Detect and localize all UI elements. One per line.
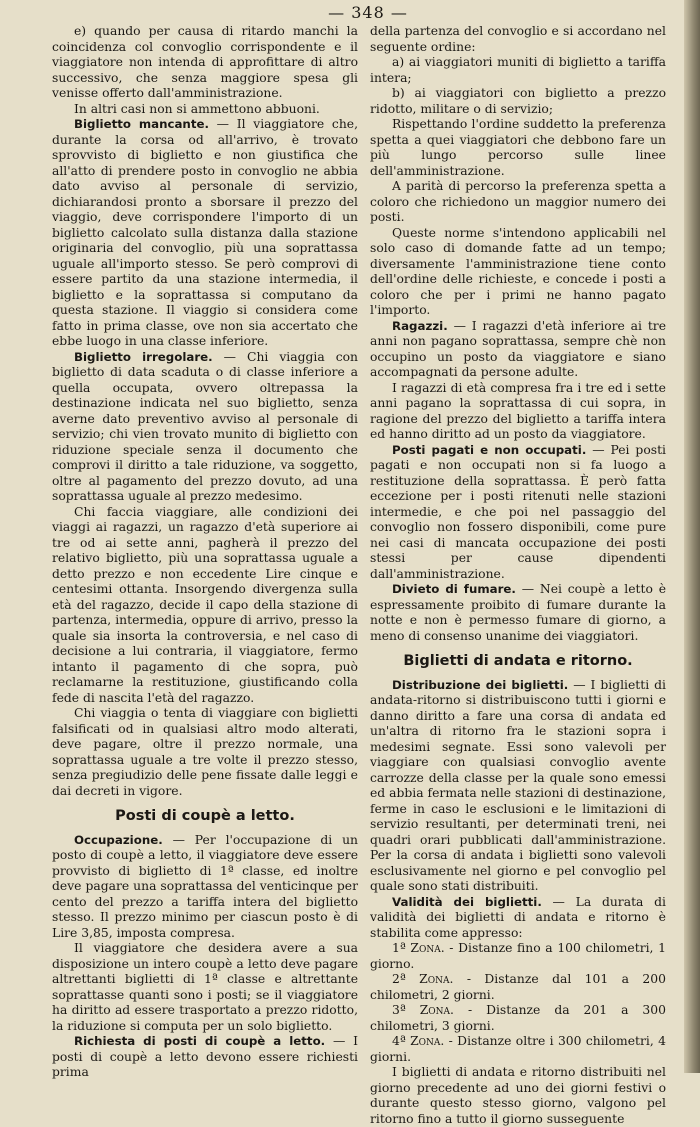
zone-item bbox=[370, 1034, 666, 1065]
paragraph-text: — I posti di coupè a letto devono essere richiesti prima bbox=[52, 1034, 358, 1079]
paragraph: Queste norme s'intendono applicabili nel solo caso di domande fatte ad un tempo; diversamente l'amministrazione tiene conto dell'ordine delle richieste, e concede i posti a coloro che per i primi ne hanno pagato l'importo. bbox=[370, 225, 666, 317]
run-in-heading: Posti pagati e non occupati. bbox=[392, 442, 587, 457]
paragraph: Chi viaggia o tenta di viaggiare con biglietti falsificati od in qualsiasi altro modo alterati, deve pagare, oltre il prezzo normale, una soprattassa uguale a tre volte il prezzo stesso, senza pregiudizio delle pene fissate dalle leggi e dai decreti in vigore. bbox=[52, 706, 358, 798]
paragraph-divieto bbox=[370, 582, 666, 644]
paragraph: I ragazzi di età compresa fra i tre ed i sette anni pagano la soprattassa di cui sopra, in ragione del prezzo del biglietto a tariffa intera ed hanno diritto ad un posto da viaggiatore. bbox=[370, 380, 666, 441]
run-in-heading: Biglietto irregolare. bbox=[74, 349, 213, 364]
zone-label: Zona. bbox=[419, 1003, 454, 1017]
zone-text: - Distanze dal 101 a 200 chilometri, 2 giorni. bbox=[370, 972, 666, 1002]
list-item: a) ai viaggiatori muniti di biglietto a tariffa intera; bbox=[370, 55, 666, 85]
paragraph: della partenza del convoglio e si accordano nel seguente ordine: bbox=[370, 24, 666, 54]
section-title: Posti di coupè a letto. bbox=[115, 808, 295, 824]
paragraph-text: — Il viaggiatore che, durante la corsa od all'arrivo, è trovato sprovvisto di biglietto e non giustifica che all'atto di prendere posto in convoglio ne abbia dato avviso al personale di servizio, dichiarandosi pronto a sborsare il prezzo del viaggio, deve corrispondere l'importo di un biglietto calcolato sulla distanza dalla stazione originaria del convoglio, più una soprattassa uguale all'importo stesso. Se però comprovi di essere partito da una stazione intermedia, il biglietto e la soprattassa si computano da questa stazione. Il viaggio si considera come fatto in prima classe, ove non sia accertato che ebbe luogo in una classe inferiore. bbox=[52, 117, 358, 348]
run-in-heading: Richiesta di posti di coupè a letto. bbox=[74, 1034, 326, 1048]
paragraph-validita bbox=[370, 895, 666, 942]
page-edge bbox=[684, 0, 700, 1073]
paragraph-text: — I biglietti di andata-ritorno si distribuiscono tutti i giorni e danno diritto a fare una corsa di andata ed un'altra di ritorno fra le stazioni sopra i medesimi segnate. Essi sono valevoli per viaggiare con qualsiasi convoglio avente carrozze della classe per la quale sono emessi ed abbia fermata nelle stazioni di destinazione, ferme in caso le esclusioni e le limitazioni di servizio resultanti, per determinati treni, nei quadri orari pubblicati dall'amministrazione. Per la corsa di andata i biglietti sono valevoli esclusivamente nel giorno e pel convoglio pel quale sono stati distribuiti. bbox=[370, 677, 666, 893]
paragraph: A parità di percorso la preferenza spetta a coloro che richiedono un maggior numero dei posti. bbox=[370, 179, 666, 224]
zone-number: 2ª bbox=[392, 972, 406, 986]
run-in-heading: Occupazione. bbox=[74, 832, 163, 847]
paragraph-text: — Nei coupè a letto è espressamente proibito di fumare durante la notte e non è permesso fumare di giorno, a meno di consenso unanime dei viaggiatori. bbox=[370, 582, 666, 643]
zone-text: - Distanze da 201 a 300 chilometri, 3 giorni. bbox=[370, 1003, 666, 1033]
paragraph-richiesta bbox=[52, 1034, 358, 1081]
right-column bbox=[370, 24, 666, 1127]
paragraph: Rispettando l'ordine suddetto la preferenza spetta a quei viaggiatori che debbono fare un più lungo percorso sulle linee dell'amministrazione. bbox=[370, 117, 666, 178]
paragraph: In altri casi non si ammettono abbuoni. bbox=[74, 101, 320, 116]
zone-text: - Distanze fino a 100 chilometri, 1 giorno. bbox=[370, 941, 666, 971]
list-item: b) ai viaggiatori con biglietto a prezzo ridotto, militare o di servizio; bbox=[370, 86, 666, 116]
zone-item bbox=[370, 1003, 666, 1034]
zone-number: 3ª bbox=[392, 1003, 406, 1017]
paragraph: Chi faccia viaggiare, alle condizioni dei viaggi ai ragazzi, un ragazzo d'età superiore ai tre od ai sette anni, pagherà il prezzo del relativo biglietto, più una soprattassa uguale a detto prezzo e non eccedente Lire cinque e centesimi ottanta. Insorgendo divergenza sulla età del ragazzo, decide il capo della stazione di partenza, intermedia, oppure di arrivo, presso la quale sia insorta la controversia, e nel caso di decisione a lui contraria, il viaggiatore, fermo intanto il pagamento di che sopra, può reclamarne la restituzione, giustificando colla fede di nascita l'età del ragazzo. bbox=[52, 504, 358, 705]
paragraph-text: — Chi viaggia con biglietto di data scaduta o di classe inferiore a quella occupata, ovvero oltrepassa la destinazione indicata nel suo biglietto, senza averne dato preventivo avviso al personale di servizio; chi vien trovato munito di biglietto con riduzione speciale senza il documento che comprovi il diritto a tale riduzione, va soggetto, oltre al pagamento del prezzo dovuto, ad una soprattassa uguale al prezzo medesimo. bbox=[52, 349, 359, 503]
paragraph-occupazione bbox=[52, 833, 358, 942]
run-in-heading: Biglietto mancante. bbox=[74, 117, 209, 131]
zone-label: Zona. bbox=[419, 972, 454, 986]
left-column bbox=[52, 24, 358, 1081]
zone-number: 4ª bbox=[392, 1034, 406, 1048]
paragraph-text: — Per l'occupazione di un posto di coupè a letto, il viaggiatore deve essere provvisto di biglietto di 1ª classe, ed inoltre deve pagare una soprattassa del venticinque per cento del prezzo a tariffa intera del biglietto stesso. Il prezzo minimo per ciascun posto è di Lire 3,85, imposta compresa. bbox=[52, 832, 358, 940]
run-in-heading: Ragazzi. bbox=[392, 318, 448, 333]
section-title: Biglietti di andata e ritorno. bbox=[403, 653, 633, 669]
paragraph-ragazzi bbox=[370, 319, 666, 381]
paragraph-distribuzione bbox=[370, 678, 666, 895]
zone-label: Zona. bbox=[410, 1034, 445, 1048]
zone-text: - Distanze oltre i 300 chilometri, 4 giorni. bbox=[370, 1034, 666, 1064]
run-in-heading: Divieto di fumare. bbox=[392, 582, 516, 596]
paragraph-biglietto-mancante bbox=[52, 117, 358, 350]
paragraph-text: — La durata di validità dei biglietti di andata e ritorno è stabilita come appresso: bbox=[370, 894, 666, 940]
zone-item bbox=[370, 972, 666, 1003]
page-number: — 348 — bbox=[328, 3, 408, 22]
zone-number: 1ª bbox=[392, 941, 406, 955]
paragraph: Il viaggiatore che desidera avere a sua disposizione un intero coupè a letto deve pagare altrettanti biglietti di 1ª classe e altrettante soprattasse quanti sono i posti; se il viaggiatore ha diritto ad essere trasportato a prezzo ridotto, la riduzione si computa per un solo biglietto. bbox=[52, 941, 358, 1033]
paragraph-text: — Pei posti pagati e non occupati non si fa luogo a restituzione della soprattassa. È però fatta eccezione per i posti ritenuti nelle stazioni intermedie, e che poi nel passaggio del convoglio non fossero disponibili, come pure nei casi di mancata occupazione dei posti stessi per cause dipendenti dall'amministrazione. bbox=[370, 442, 666, 581]
zone-item bbox=[370, 941, 666, 972]
run-in-heading: Distribuzione dei biglietti. bbox=[392, 677, 569, 692]
paragraph-posti-pagati bbox=[370, 443, 666, 583]
paragraph: I biglietti di andata e ritorno distribuiti nel giorno precedente ad uno dei giorni festivi o durante questo stesso giorno, valgono pel ritorno fino a tutto il giorno susseguente bbox=[370, 1065, 666, 1126]
zone-label: Zona. bbox=[410, 941, 445, 955]
paragraph-biglietto-irregolare bbox=[52, 350, 358, 505]
run-in-heading: Validità dei biglietti. bbox=[392, 894, 542, 909]
paragraph-text: — I ragazzi d'età inferiore ai tre anni non pagano soprattassa, sempre chè non occupino un posto da viaggiatore e siano accompagnati da persone adulte. bbox=[370, 318, 666, 379]
paragraph: e) quando per causa di ritardo manchi la coincidenza col convoglio corrispondente e il viaggiatore non intenda di approfittare di altro successivo, che senza maggiore spesa gli venisse offerto dall'amministrazione. bbox=[52, 24, 358, 100]
